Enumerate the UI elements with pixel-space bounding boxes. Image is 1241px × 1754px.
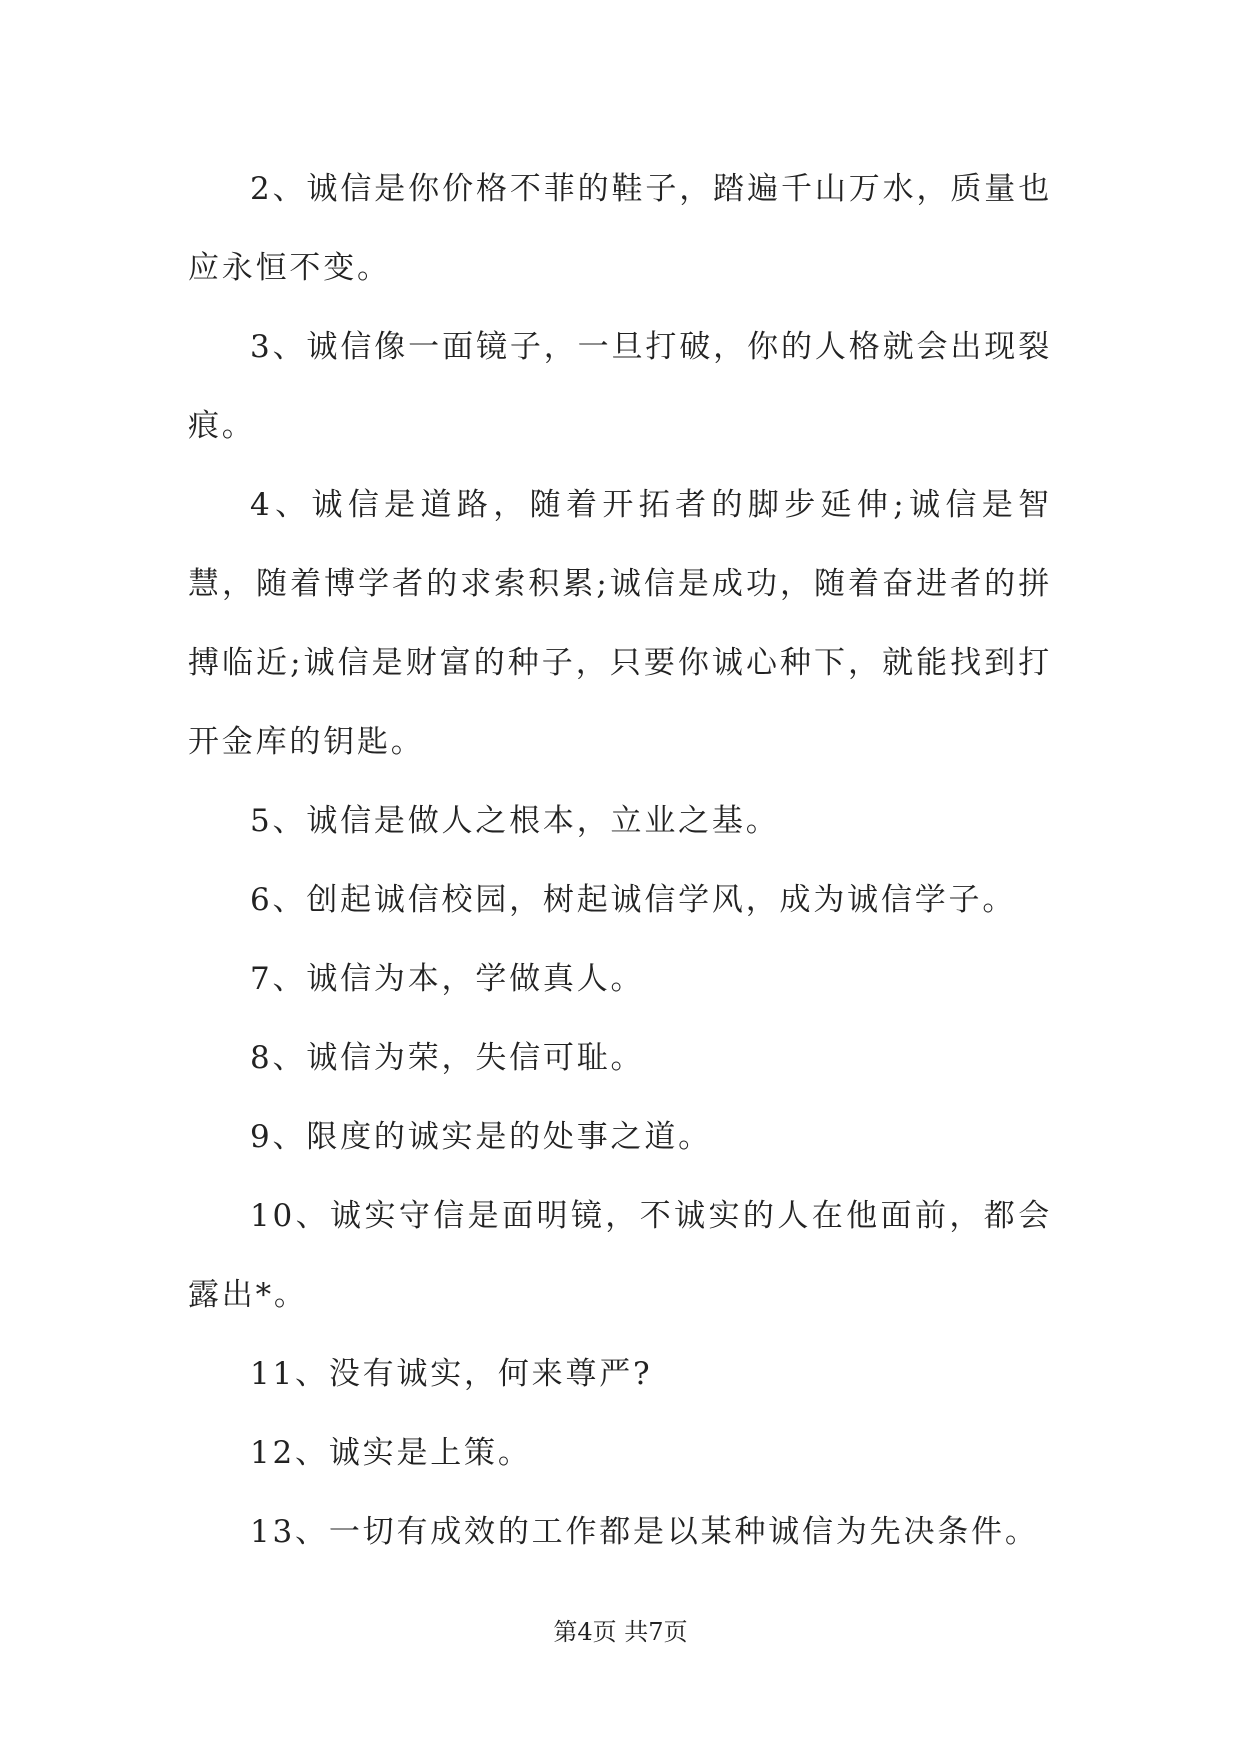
paragraph-13: 13、一切有成效的工作都是以某种诚信为先决条件。 [250, 1514, 1039, 1550]
paragraph-11: 11、没有诚实，何来尊严? [250, 1356, 653, 1392]
paragraph-12: 12、诚实是上策。 [250, 1435, 532, 1471]
paragraph-5: 5、诚信是做人之根本，立业之基。 [250, 803, 780, 839]
paragraph-10: 10、诚实守信是面明镜，不诚实的人在他面前，都会露出*。 [188, 1198, 1052, 1313]
paragraph-4: 4、诚信是道路，随着开拓者的脚步延伸;诚信是智慧，随着博学者的求索积累;诚信是成功，随着奋进者的拼搏临近;诚信是财富的种子，只要你诚心种下，就能找到打开金库的钥匙。 [188, 487, 1052, 760]
paragraph-2: 2、诚信是你价格不菲的鞋子，踏遍千山万水，质量也应永恒不变。 [188, 171, 1052, 286]
paragraph-8: 8、诚信为荣，失信可耻。 [250, 1040, 645, 1076]
page-footer: 第4页 共7页 [553, 1618, 688, 1646]
paragraph-3: 3、诚信像一面镜子，一旦打破，你的人格就会出现裂痕。 [188, 329, 1052, 444]
paragraph-6: 6、创起诚信校园，树起诚信学风，成为诚信学子。 [250, 882, 1017, 918]
paragraph-7: 7、诚信为本，学做真人。 [250, 961, 645, 997]
paragraph-9: 9、限度的诚实是的处事之道。 [250, 1119, 712, 1155]
document-body [188, 150, 1052, 1572]
